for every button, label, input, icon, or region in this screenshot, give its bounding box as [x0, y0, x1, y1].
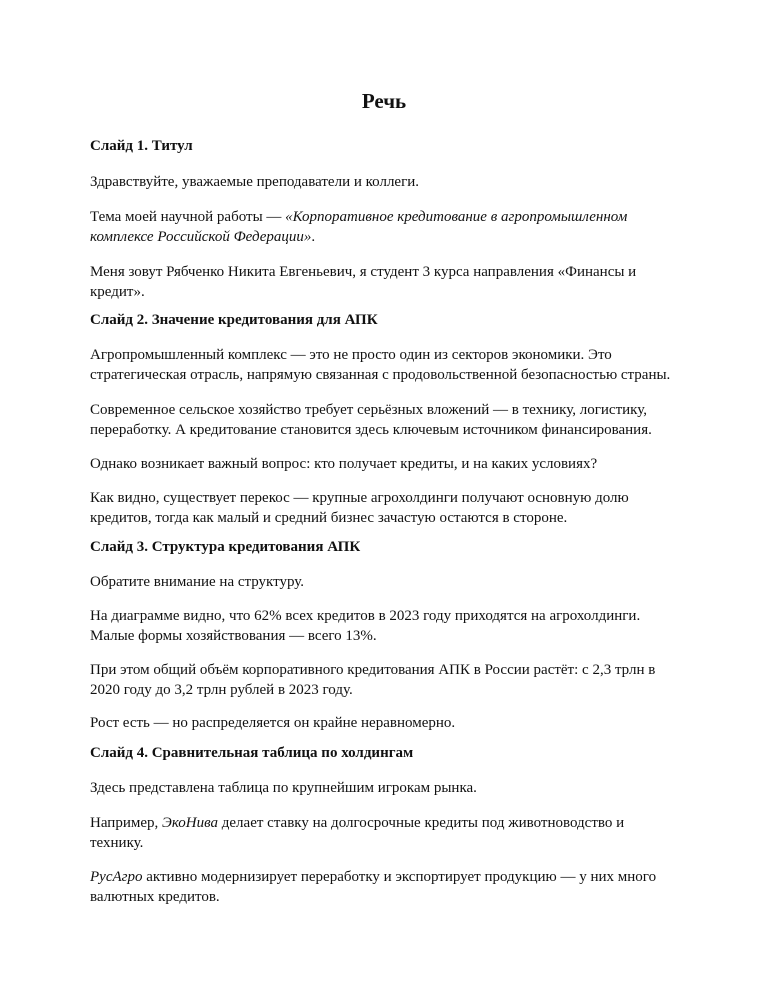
slide-4-paragraph-2-rest: делает ставку на долгосрочные кредиты под животноводство и	[218, 815, 625, 831]
slide-4-paragraph-1: Здесь представлена таблица по крупнейшим игрокам рынка.	[90, 780, 477, 796]
slide-3-paragraph-3-line-1: При этом общий объём корпоративного кредитования АПК в России растёт: с 2,3 трлн в	[90, 662, 656, 678]
slide-2-paragraph-4-line-2: кредитов, тогда как малый и средний бизнес зачастую остаются в стороне.	[90, 510, 568, 526]
slide-3-paragraph-2-line-1: На диаграмме видно, что 62% всех кредитов в 2023 году приходятся на агрохолдинги.	[90, 608, 641, 624]
slide-3-paragraph-3-line-2: 2020 году до 3,2 трлн рублей в 2023 году.	[90, 682, 353, 698]
page-title: Речь	[361, 89, 407, 113]
slide-1-paragraph-2-line-1	[90, 207, 690, 227]
slide-2-heading: Слайд 2. Значение кредитования для АПК	[90, 312, 378, 328]
slide-2-paragraph-1-line-1: Агропромышленный комплекс — это не просто один из секторов экономики. Это	[90, 347, 612, 363]
slide-1-paragraph-2-line-2	[90, 227, 690, 247]
slide-2-paragraph-3: Однако возникает важный вопрос: кто получает кредиты, и на каких условиях?	[90, 456, 598, 472]
slide-1-paragraph-2-end: .	[311, 229, 316, 245]
slide-4-paragraph-2-line-2: технику.	[90, 835, 144, 851]
company-name-ekoniva: ЭкоНива	[162, 815, 219, 831]
slide-1-paragraph-2-prefix: Тема моей научной работы —	[90, 209, 286, 225]
slide-3-paragraph-1: Обратите внимание на структуру.	[90, 574, 305, 590]
thesis-title-line-1: «Корпоративное кредитование в агропромышленном	[285, 209, 628, 225]
slide-2-paragraph-4-line-1: Как видно, существует перекос — крупные агрохолдинги получают основную долю	[90, 490, 629, 506]
slide-4-paragraph-3-line-1	[90, 867, 690, 887]
thesis-title-line-2: комплексе Российской Федерации»	[90, 229, 312, 245]
slide-2-paragraph-1-line-2: стратегическая отрасль, напрямую связанная с продовольственной безопасностью страны.	[90, 367, 671, 383]
slide-2-paragraph-2-line-1: Современное сельское хозяйство требует серьёзных вложений — в технику, логистику,	[90, 402, 647, 418]
slide-3-paragraph-2-line-2: Малые формы хозяйствования — всего 13%.	[90, 628, 377, 644]
slide-4-paragraph-3-rest: активно модернизирует переработку и экспортирует продукцию — у них много	[142, 869, 657, 885]
slide-3-paragraph-4: Рост есть — но распределяется он крайне неравномерно.	[90, 715, 456, 731]
slide-2-paragraph-2-line-2: переработку. А кредитование становится здесь ключевым источником финансирования.	[90, 422, 652, 438]
slide-3-heading: Слайд 3. Структура кредитования АПК	[90, 539, 361, 555]
slide-4-heading: Слайд 4. Сравнительная таблица по холдингам	[90, 745, 414, 761]
slide-4-paragraph-3-line-2: валютных кредитов.	[90, 889, 220, 905]
slide-1-paragraph-3-line-2: кредит».	[90, 284, 145, 300]
company-name-rusagro: РусАгро	[90, 869, 143, 885]
slide-4-paragraph-2-line-1	[90, 813, 690, 833]
slide-1-paragraph-1: Здравствуйте, уважаемые преподаватели и коллеги.	[90, 174, 420, 190]
slide-1-heading: Слайд 1. Титул	[90, 138, 193, 154]
slide-1-paragraph-3-line-1: Меня зовут Рябченко Никита Евгеньевич, я студент 3 курса направления «Финансы и	[90, 264, 637, 280]
slide-4-paragraph-2-prefix: Например,	[90, 815, 162, 831]
